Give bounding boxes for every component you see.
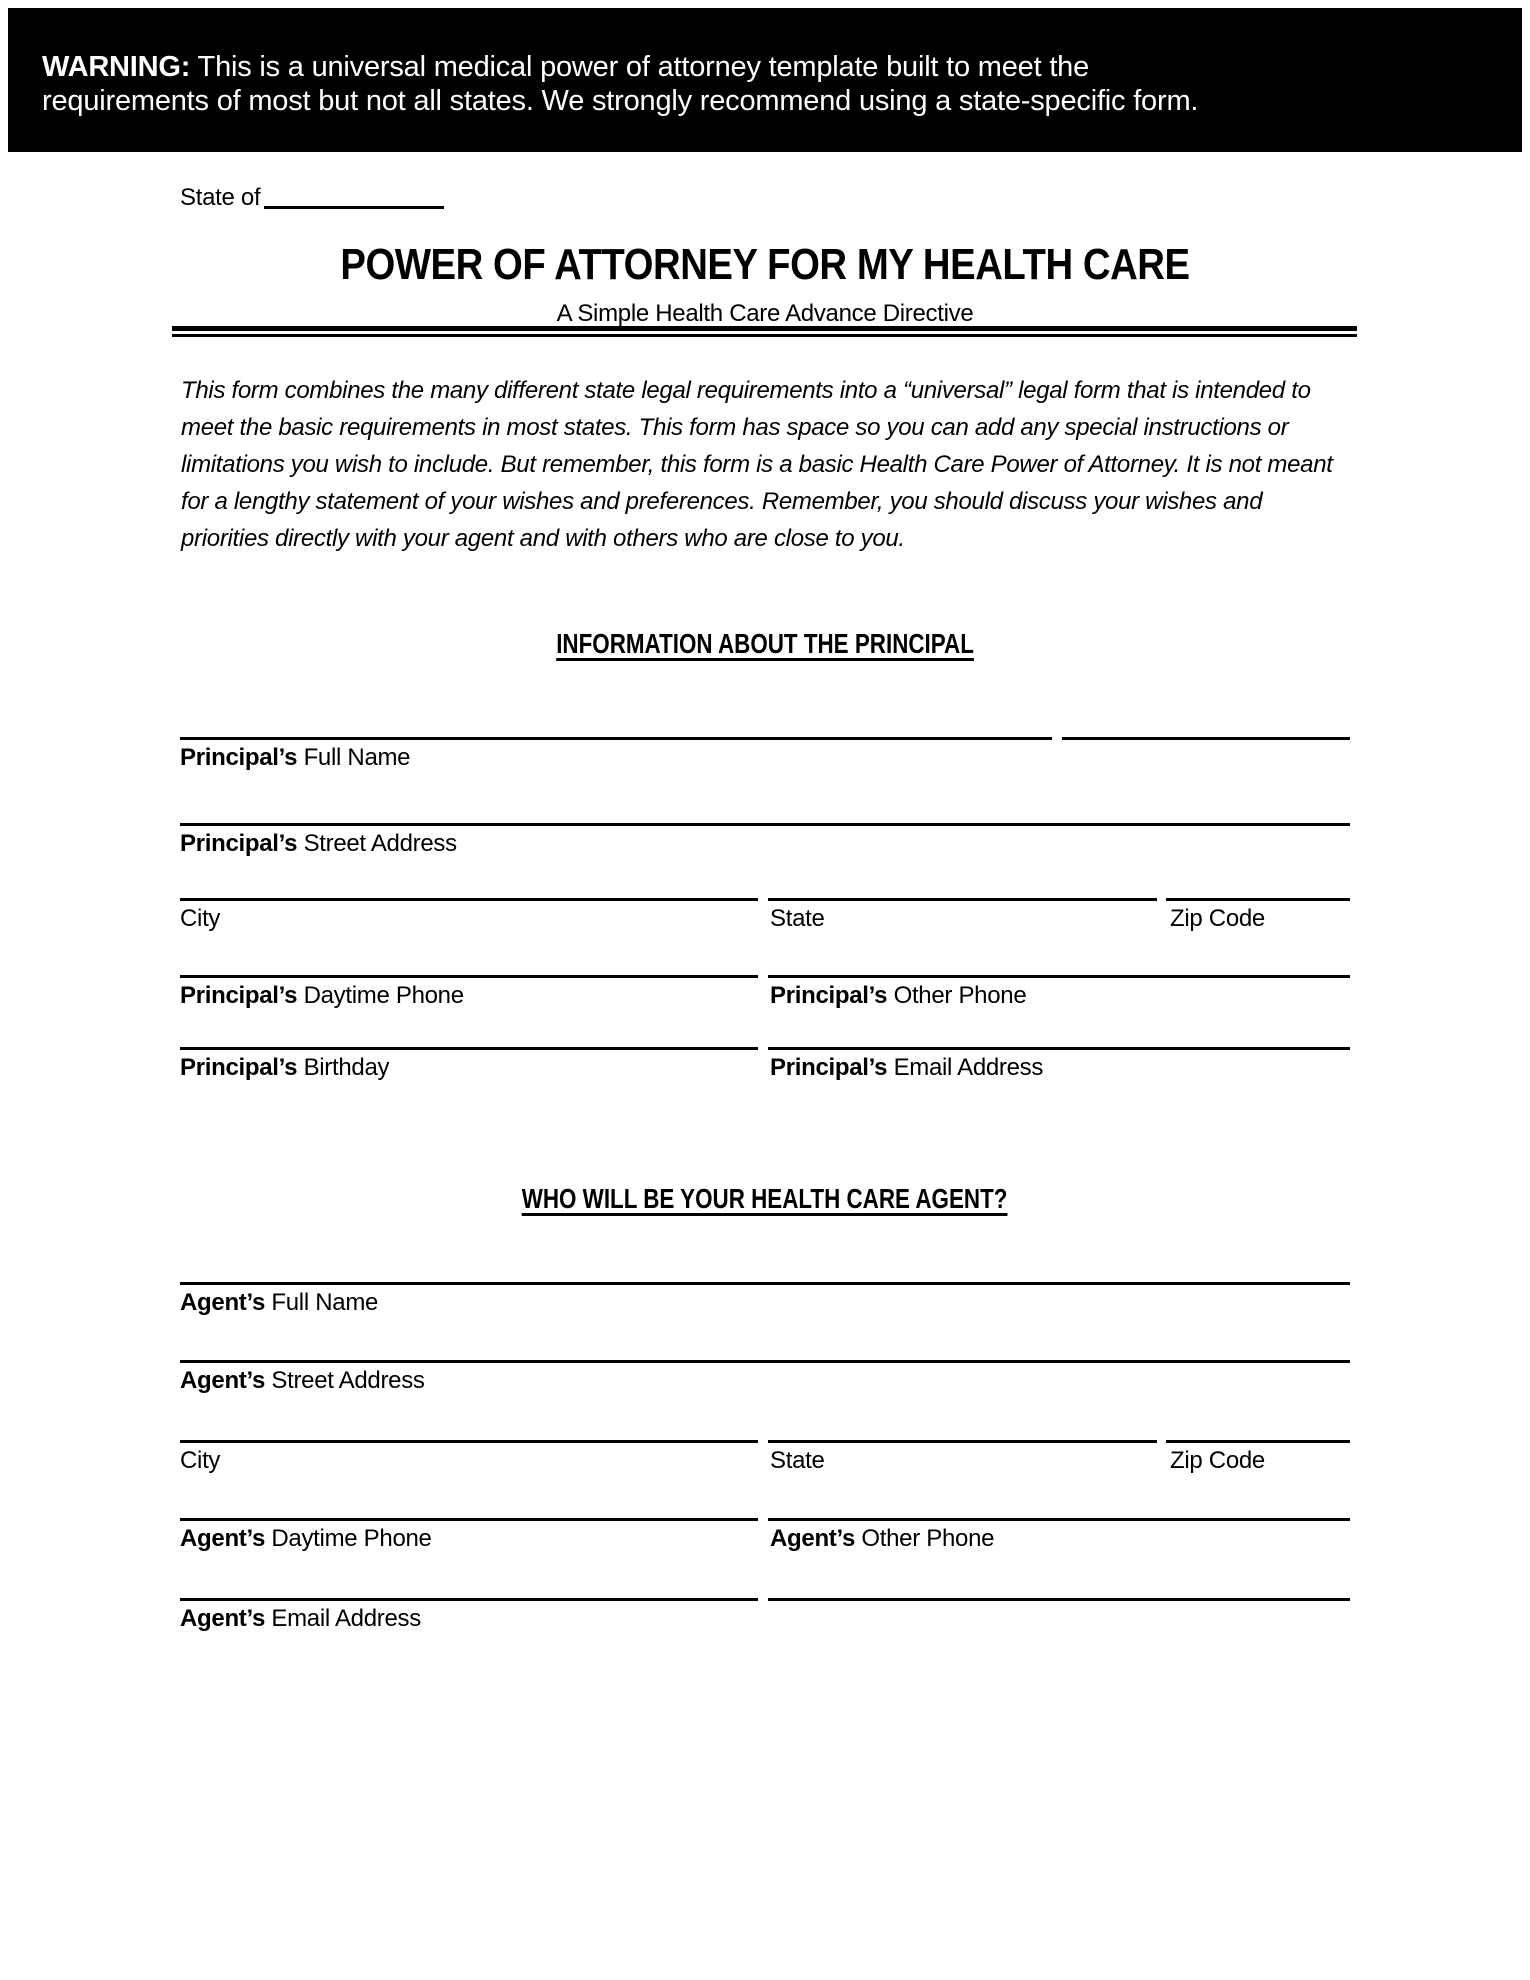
warning-banner [8, 8, 1522, 152]
agent-city-label: City [180, 1447, 221, 1474]
principal-city-label: City [180, 905, 221, 932]
agent-street-label: Agent’s Street Address [180, 1367, 425, 1394]
principal-full-name-line [180, 737, 1052, 740]
agent-zip-line [1166, 1440, 1350, 1443]
agent-email-label: Agent’s Email Address [180, 1605, 421, 1632]
principal-state-line [768, 898, 1157, 901]
agent-full-name-line [180, 1282, 1350, 1285]
state-of-blank-line [264, 206, 444, 209]
principal-email-label: Principal’s Email Address [770, 1054, 1044, 1081]
principal-email-line [768, 1047, 1350, 1050]
principal-street-line [180, 823, 1350, 826]
agent-full-name-label: Agent’s Full Name [180, 1289, 379, 1316]
agent-state-line [768, 1440, 1157, 1443]
title-divider-rule [172, 326, 1357, 337]
principal-city-line [180, 898, 758, 901]
principal-birthday-label: Principal’s Birthday [180, 1054, 390, 1081]
agent-city-line [180, 1440, 758, 1443]
intro-paragraph: This form combines the many different state legal requirements into a “universal” legal form that is intended to meet the basic requirements in most states. This form has space so you can add any special instructions or limitations you wish to include. But remember, this form is a basic Health Care Power of Attorney. It is not meant for a lengthy statement of your wishes and preferences. Remember, you should discuss your wishes and priorities directly with your agent and with others who are close to you. [181, 377, 1333, 552]
principal-other-phone-line [768, 975, 1350, 978]
principal-section-heading: INFORMATION ABOUT THE PRINCIPAL [556, 628, 974, 659]
agent-daytime-phone-label: Agent’s Daytime Phone [180, 1525, 432, 1552]
principal-zip-label: Zip Code [1170, 905, 1265, 932]
principal-birthday-line [180, 1047, 758, 1050]
principal-state-label: State [770, 905, 825, 932]
principal-other-phone-label: Principal’s Other Phone [770, 982, 1027, 1009]
agent-email-line-2 [768, 1598, 1350, 1601]
agent-street-line [180, 1360, 1350, 1363]
warning-label: WARNING: [42, 51, 191, 83]
warning-text-line2: requirements of most but not all states. We strongly recommend using a state-specific form. [42, 85, 1199, 117]
principal-full-name-line-2 [1062, 737, 1350, 740]
agent-other-phone-line [768, 1518, 1350, 1521]
agent-section-heading: WHO WILL BE YOUR HEALTH CARE AGENT? [522, 1183, 1008, 1214]
agent-state-label: State [770, 1447, 825, 1474]
principal-full-name-label: Principal’s Full Name [180, 744, 411, 771]
principal-street-label: Principal’s Street Address [180, 830, 457, 857]
state-of-row [180, 184, 444, 212]
agent-zip-label: Zip Code [1170, 1447, 1265, 1474]
principal-zip-line [1166, 898, 1350, 901]
state-of-label: State of [180, 184, 261, 211]
principal-daytime-phone-line [180, 975, 758, 978]
agent-email-line [180, 1598, 758, 1601]
document-title: POWER OF ATTORNEY FOR MY HEALTH CARE [340, 240, 1190, 289]
document-subtitle: A Simple Health Care Advance Directive [556, 300, 974, 327]
agent-other-phone-label: Agent’s Other Phone [770, 1525, 995, 1552]
warning-text-line1: This is a universal medical power of attorney template built to meet the [190, 51, 1090, 83]
principal-daytime-phone-label: Principal’s Daytime Phone [180, 982, 464, 1009]
agent-daytime-phone-line [180, 1518, 758, 1521]
